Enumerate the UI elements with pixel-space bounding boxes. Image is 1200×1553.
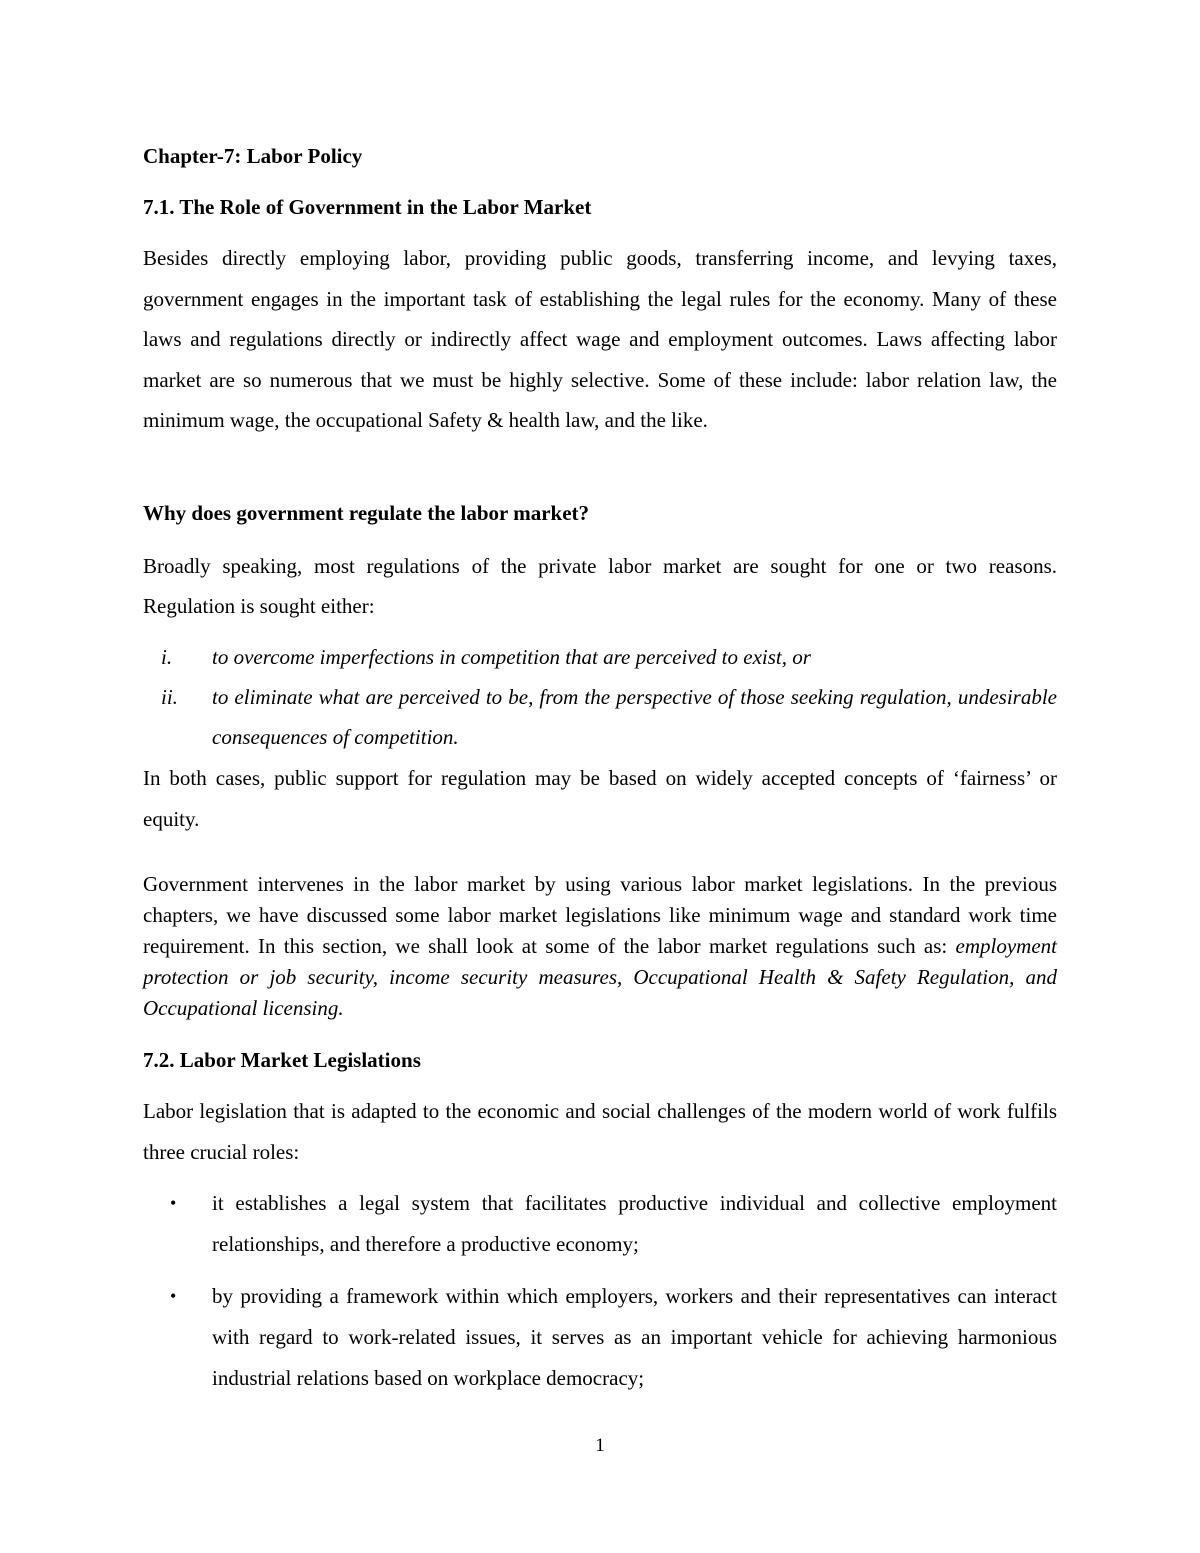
role-text: it establishes a legal system that facilitates productive individual and collective employment relationships, and therefore a productive economy; [212, 1191, 1057, 1256]
page-number: 1 [595, 1435, 605, 1456]
bullet-icon: • [170, 1193, 177, 1213]
reason-text: to eliminate what are perceived to be, from the perspective of those seeking regulation, undesirable consequences of competition. [212, 685, 1057, 749]
paragraph-reasons-line-2: Regulation is sought either: [143, 594, 375, 618]
paragraph-role-of-government: Besides directly employing labor, providing public goods, transferring income, and levying taxes, government engages in the important task of establishing the legal rules for the economy. Many of these laws and regulations directly or indirectly affect wage and employment outcomes. Laws affecting labor market are so numerous that we must be highly selective. Some of these include: labor relation law, the minimum wage, the occupational Safety & health law, and the like. [143, 246, 1057, 432]
reason-number: ii. [161, 685, 178, 709]
role-text: by providing a framework within which employers, workers and their representatives can interact with regard to work-related issues, it serves as an important vehicle for achieving harmonious industrial relations based on workplace democracy; [212, 1284, 1057, 1390]
regulation-examples: employment protection or job security, income security measures, Occupational Health & Safety Regulation, and Occupational licensing. [143, 934, 1057, 1020]
section-7-1-title: 7.1. The Role of Government in the Labor Market [143, 195, 592, 219]
reason-number: i. [161, 645, 173, 669]
paragraph-reasons-line-1: Broadly speaking, most regulations of the private labor market are sought for one or two reasons. [143, 554, 1057, 578]
why-regulate-heading: Why does government regulate the labor market? [143, 501, 590, 525]
section-7-2-title: 7.2. Labor Market Legislations [143, 1048, 421, 1072]
reason-text: to overcome imperfections in competition that are perceived to exist, or [212, 645, 811, 669]
bullet-icon: • [170, 1286, 177, 1306]
intervention-text: Government intervenes in the labor market by using various labor market legislations. In the previous chapters, we have discussed some labor market legislations like minimum wage and standard work time requirement. In this section, we shall look at some of the labor market regulations such as: [143, 872, 1057, 958]
chapter-title: Chapter-7: Labor Policy [143, 144, 363, 168]
paragraph-labor-legislation: Labor legislation that is adapted to the economic and social challenges of the modern world of work fulfils three crucial roles: [143, 1099, 1057, 1164]
paragraph-fairness: In both cases, public support for regulation may be based on widely accepted concepts of ‘fairness’ or equity. [143, 766, 1057, 831]
paragraph-government-intervenes [143, 869, 1057, 1024]
